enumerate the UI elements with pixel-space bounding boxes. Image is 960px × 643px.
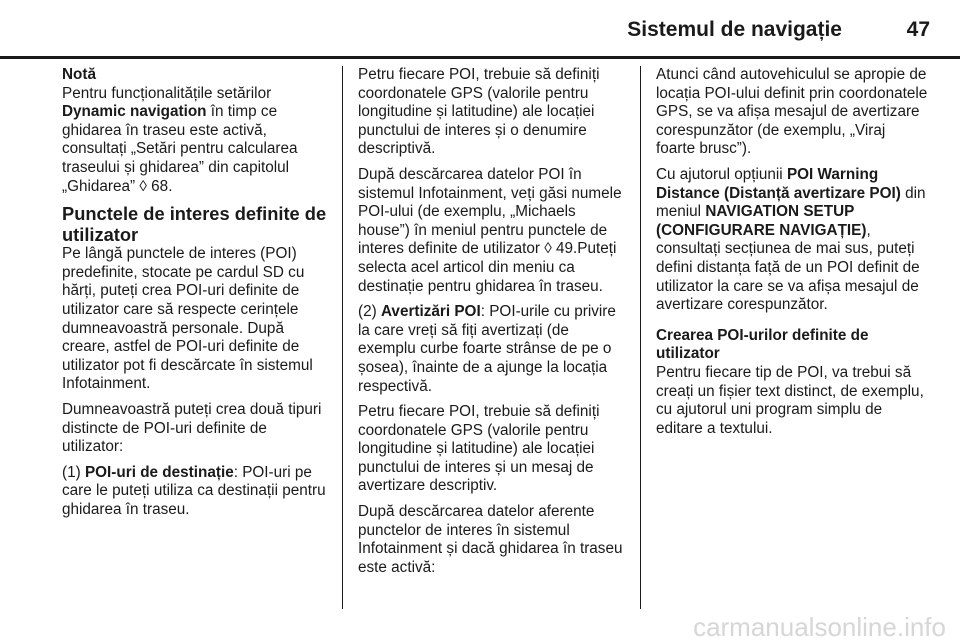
header-rule bbox=[0, 56, 960, 59]
column-divider-2 bbox=[640, 66, 641, 609]
note-setting-name: Dynamic navigation bbox=[62, 103, 207, 121]
column-divider-1 bbox=[342, 66, 343, 609]
note-text-2: în timp ce ghidarea în traseu este activă, consultați „Setări pentru calcularea traseului și ghidarea” din capitolul „Ghidarea” ◊ 68. bbox=[62, 103, 298, 195]
section-heading-user-poi: Punctele de interes definite de utilizator bbox=[62, 203, 327, 246]
section-heading-create-poi: Crearea POI-urilor definite de utilizator bbox=[656, 326, 869, 363]
column-3 bbox=[656, 66, 928, 445]
list-number-2: (2) bbox=[358, 303, 381, 321]
paragraph-gps-message: Petru fiecare POI, trebuie să definiți coordonatele GPS (valorile pentru longitudine și latitudine) ale locației punctului de interes și un mesaj de avertizare descriptiv. bbox=[358, 403, 600, 495]
paragraph-gps-name: Petru fiecare POI, trebuie să definiți coordonatele GPS (valorile pentru longitudine și latitudine) ale locației punctului de interes și o denumire descriptivă. bbox=[358, 66, 600, 158]
warning-distance-text-c: din meniul bbox=[656, 184, 926, 221]
paragraph-intro: Pe lângă punctele de interes (POI) predefinite, stocate pe cardul SD cu hărți, puteți crea POI-uri definite de utilizator care să respecte cerințele dumneavoastră personale. După creare, astfel de POI-uri definite de utilizator pot fi descărcate în sistemul Infotainment. bbox=[62, 245, 313, 393]
option-poi-warning-distance: POI Warning Distance (Distanță avertizare POI) bbox=[656, 165, 901, 202]
paragraph-warning-distance bbox=[656, 166, 928, 315]
destination-poi-text: : POI-uri pe care le puteți utiliza ca destinații pentru ghidarea în traseu. bbox=[62, 463, 326, 518]
warning-distance-text-a: Cu ajutorul opțiunii bbox=[656, 165, 787, 183]
paragraph-types: Dumneavoastră puteți crea două tipuri distincte de POI-uri definite de utilizator: bbox=[62, 400, 322, 456]
paragraph-download-menu: După descărcarea datelor POI în sistemul Infotainment, veți găsi numele POI-ului (de exemplu, „Michaels house”) în meniul pentru punctele de interes definite de utilizator ◊ 49.Puteți selecta acel articol din meniu ca destinație pentru ghidarea în traseu. bbox=[358, 165, 622, 295]
page-header bbox=[0, 0, 960, 60]
note-label: Notă bbox=[62, 66, 96, 83]
warning-poi-text: : POI-urile cu privire la care vreți să fiți avertizați (de exemplu curbe foarte strânse de pe o șosea), înainte de a ajunge la locația respectivă. bbox=[358, 303, 616, 395]
paragraph-approach-warning: Atunci când autovehiculul se apropie de locația POI-ului definit prin coordonatele GPS, se va afișa mesajul de avertizare corespunzător (de exemplu, „Viraj foarte brusc”). bbox=[656, 66, 928, 158]
list-number-1: (1) bbox=[62, 463, 85, 481]
note-text-1: Pentru funcționalitățile setărilor bbox=[62, 84, 272, 102]
page-title: Sistemul de navigație bbox=[627, 18, 842, 41]
column-2 bbox=[358, 66, 626, 584]
watermark: carmanualsonline.info bbox=[693, 612, 946, 642]
term-warning-poi: Avertizări POI bbox=[380, 303, 481, 321]
paragraph-destination-poi bbox=[62, 464, 332, 520]
paragraph-warning-poi bbox=[358, 303, 626, 396]
column-1 bbox=[62, 66, 332, 526]
page-number: 47 bbox=[906, 18, 930, 41]
term-destination-poi: POI-uri de destinație bbox=[84, 463, 234, 481]
menu-navigation-setup: NAVIGATION SETUP (CONFIGURARE NAVIGAȚIE) bbox=[656, 203, 867, 239]
paragraph-download-active: După descărcarea datelor aferente punctelor de interes în sistemul Infotainment și dacă ghidarea în traseu este activă: bbox=[358, 503, 623, 576]
warning-distance-text-d: , consultați secțiunea de mai sus, puteți defini distanța față de un POI definit de utilizator la care se va afișa mesajul de avertizare corespunzător. bbox=[656, 221, 920, 314]
note-block bbox=[62, 66, 332, 196]
paragraph-text-file: Pentru fiecare tip de POI, va trebui să creați un fișier text distinct, de exemplu, cu ajutorul uni program simplu de editare a textului. bbox=[656, 363, 924, 437]
